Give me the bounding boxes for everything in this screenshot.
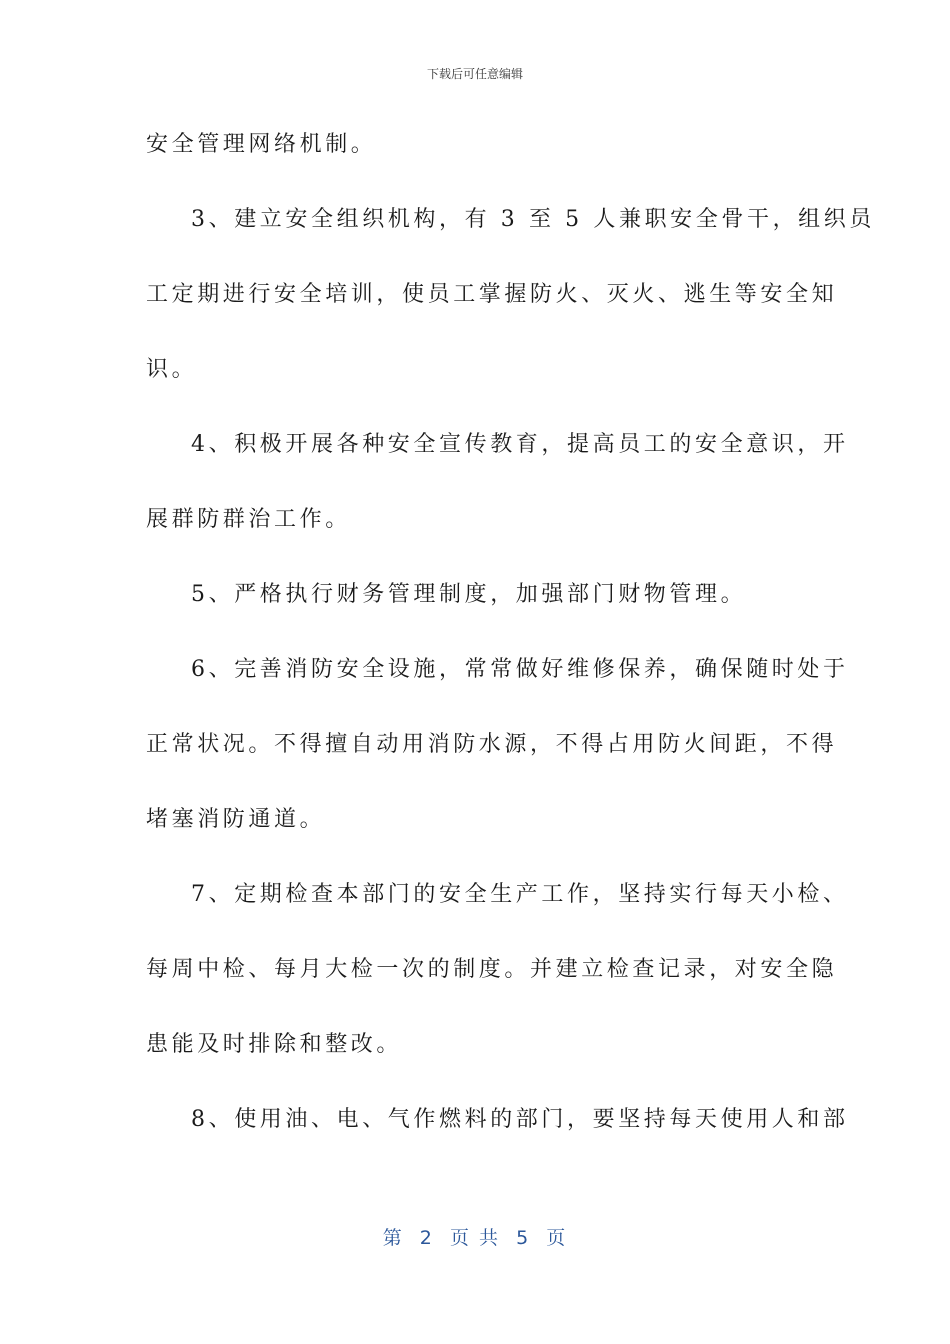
body-line: 识。 xyxy=(146,357,198,382)
body-line: 工定期进行安全培训，使员工掌握防火、灭火、逃生等安全知 xyxy=(146,282,838,307)
body-line: 展群防群治工作。 xyxy=(146,507,351,532)
body-line: 5、严格执行财务管理制度，加强部门财物管理。 xyxy=(191,582,747,607)
body-line: 3、建立安全组织机构，有 3 至 5 人兼职安全骨干，组织员 xyxy=(191,207,875,232)
page-header-note: 下载后可任意编辑 xyxy=(426,67,523,81)
body-line: 8、使用油、电、气作燃料的部门，要坚持每天使用人和部 xyxy=(191,1107,849,1132)
body-line: 堵塞消防通道。 xyxy=(146,807,326,832)
body-line: 6、完善消防安全设施，常常做好维修保养，确保随时处于 xyxy=(191,657,849,682)
body-line: 安全管理网络机制。 xyxy=(146,132,377,157)
body-line: 4、积极开展各种安全宣传教育，提高员工的安全意识，开 xyxy=(191,432,849,457)
page-number-footer: 第 2 页 共 5 页 xyxy=(382,1227,568,1249)
document-body xyxy=(146,120,875,1170)
body-line: 7、定期检查本部门的安全生产工作，坚持实行每天小检、 xyxy=(191,882,849,907)
body-line: 每周中检、每月大检一次的制度。并建立检查记录，对安全隐 xyxy=(146,957,838,982)
body-line: 患能及时排除和整改。 xyxy=(146,1032,403,1057)
body-line: 正常状况。不得擅自动用消防水源，不得占用防火间距，不得 xyxy=(146,732,838,757)
